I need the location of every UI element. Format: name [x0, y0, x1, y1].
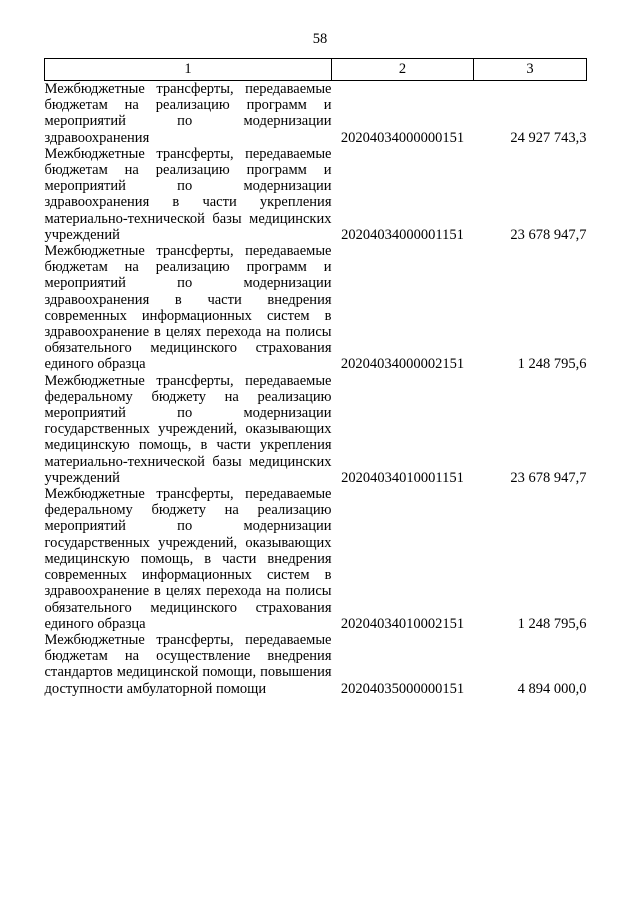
row-description: Межбюджетные трансферты, передаваемые федеральному бюджету на реализацию мероприятий по модернизации государственных учреждений, оказывающих медицинскую помощь, в части укрепления материально-технической базы медицинских учреждений	[44, 372, 332, 486]
page-number: 58	[312, 31, 328, 47]
row-amount: 24 927 743,3	[510, 129, 587, 146]
budget-table	[44, 58, 587, 697]
table-row	[45, 632, 587, 697]
table-row	[45, 373, 587, 486]
row-code: 20204034010002151	[340, 615, 465, 632]
table-row	[45, 81, 587, 146]
row-code: 20204034000001151	[341, 226, 464, 243]
row-description: Межбюджетные трансферты, передаваемые бюджетам на реализацию программ и мероприятий по модернизации здравоохранения	[44, 81, 332, 146]
column-header-2: 2	[332, 59, 474, 81]
table-row	[45, 243, 587, 373]
table-header-row	[45, 59, 587, 81]
row-amount: 1 248 795,6	[517, 356, 587, 373]
row-code: 20204034010001151	[341, 469, 464, 486]
row-description: Межбюджетные трансферты, передаваемые федеральному бюджету на реализацию мероприятий по модернизации государственных учреждений, оказывающих медицинскую помощь, в части внедрения современных информационных систем в здравоохранение в целях перехода на полисы обязательного медицинского страхования единого образца	[44, 486, 332, 632]
row-code: 20204034000000151	[340, 129, 465, 146]
row-description: Межбюджетные трансферты, передаваемые бюджетам на осуществление внедрения стандартов медицинской помощи, повышения доступности амбулаторной помощи	[44, 631, 332, 697]
row-code: 20204034000002151	[340, 356, 465, 373]
row-description: Межбюджетные трансферты, передаваемые бюджетам на реализацию программ и мероприятий по модернизации здравоохранения в части внедрения современных информационных систем в здравоохранение в целях перехода на полисы обязательного медицинского страхования единого образца	[44, 243, 332, 373]
table-row	[45, 486, 587, 632]
column-header-3: 3	[474, 59, 587, 81]
row-amount: 1 248 795,6	[517, 615, 587, 632]
row-description: Межбюджетные трансферты, передаваемые бюджетам на реализацию программ и мероприятий по модернизации здравоохранения в части укрепления материально-технической базы медицинских учреждений	[44, 145, 332, 243]
row-code: 20204035000000151	[340, 680, 465, 697]
column-header-1: 1	[45, 59, 332, 81]
row-amount: 23 678 947,7	[510, 226, 587, 243]
table-row	[45, 146, 587, 243]
row-amount: 4 894 000,0	[517, 680, 587, 697]
row-amount: 23 678 947,7	[510, 469, 587, 486]
